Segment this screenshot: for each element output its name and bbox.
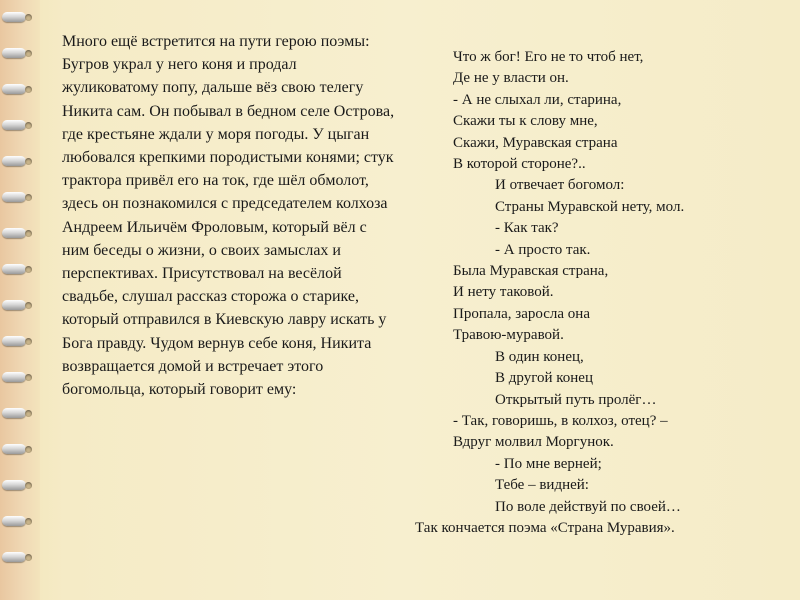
binding-ring — [2, 408, 26, 418]
poem-line: - А просто так. — [495, 241, 591, 258]
poem-line: - Как так? — [495, 220, 559, 237]
binding-ring — [2, 516, 26, 526]
poem-line: Пропала, заросла она — [453, 305, 590, 322]
binding-ring — [2, 552, 26, 562]
poem-line: - А не слыхал ли, старина, — [453, 91, 622, 108]
poem-line: По воле действуй по своей… — [495, 498, 681, 515]
poem-line: И отвечает богомол: — [495, 177, 625, 194]
binding-ring — [2, 120, 26, 130]
poem-line: В другой конец — [495, 370, 593, 387]
poem-line: Скажи, Муравская страна — [453, 134, 618, 151]
poem-line: В один конец, — [495, 348, 584, 365]
binding-ring — [2, 192, 26, 202]
binding-ring — [2, 48, 26, 58]
poem-closing-line: Так кончается поэма «Страна Муравия». — [415, 519, 675, 536]
binding-ring — [2, 480, 26, 490]
poem-line: И нету таковой. — [453, 284, 554, 301]
poem-line: Травою-муравой. — [453, 327, 564, 344]
binding-ring — [2, 84, 26, 94]
binding-ring — [2, 12, 26, 22]
poem-line: - По мне верней; — [495, 455, 602, 472]
binding-ring — [2, 156, 26, 166]
poem-line: Была Муравская страна, — [453, 263, 609, 280]
binding-ring — [2, 336, 26, 346]
binding-ring — [2, 228, 26, 238]
poem-line: Страны Муравской нету, мол. — [495, 198, 685, 215]
binding-ring — [2, 300, 26, 310]
poem-line: Тебе – видней: — [495, 477, 589, 494]
poem-excerpt — [405, 47, 785, 539]
notebook-binding — [2, 0, 28, 600]
binding-ring — [2, 264, 26, 274]
prose-paragraph: Много ещё встретится на пути герою поэмы: Бугров украл у него коня и продал жуликоватому попу, дальше вёз свою телегу Никита сам. Он побывал в бедном селе Острова, где крестьяне ждали у моря погоды. У цыган любовался крепкими породистыми конями; стук трактора привёл его на ток, где шёл обмолот, здесь он познакомился с председателем колхоза Андреем Ильичём Фроловым, который вёл с ним беседы о жизни, о своих замыслах и перспективах. Присутствовал на весёлой свадьбе, слушал рассказ сторожа о старике, который отправился в Киевскую лавру искать у Бога правду. Чудом вернув себе коня, Никита возвращается домой и встречает этого богомольца, который говорит ему: — [62, 33, 395, 399]
poem-line: - Так, говоришь, в колхоз, отец? – — [453, 412, 668, 429]
poem-line: Вдруг молвил Моргунок. — [453, 434, 614, 451]
poem-line: Открытый путь пролёг… — [495, 391, 657, 408]
poem-line: В которой стороне?.. — [453, 156, 586, 173]
poem-line: Де не у власти он. — [453, 70, 569, 87]
binding-ring — [2, 444, 26, 454]
poem-line: Скажи ты к слову мне, — [453, 113, 598, 130]
binding-ring — [2, 372, 26, 382]
poem-line: Что ж бог! Его не то чтоб нет, — [453, 49, 644, 65]
